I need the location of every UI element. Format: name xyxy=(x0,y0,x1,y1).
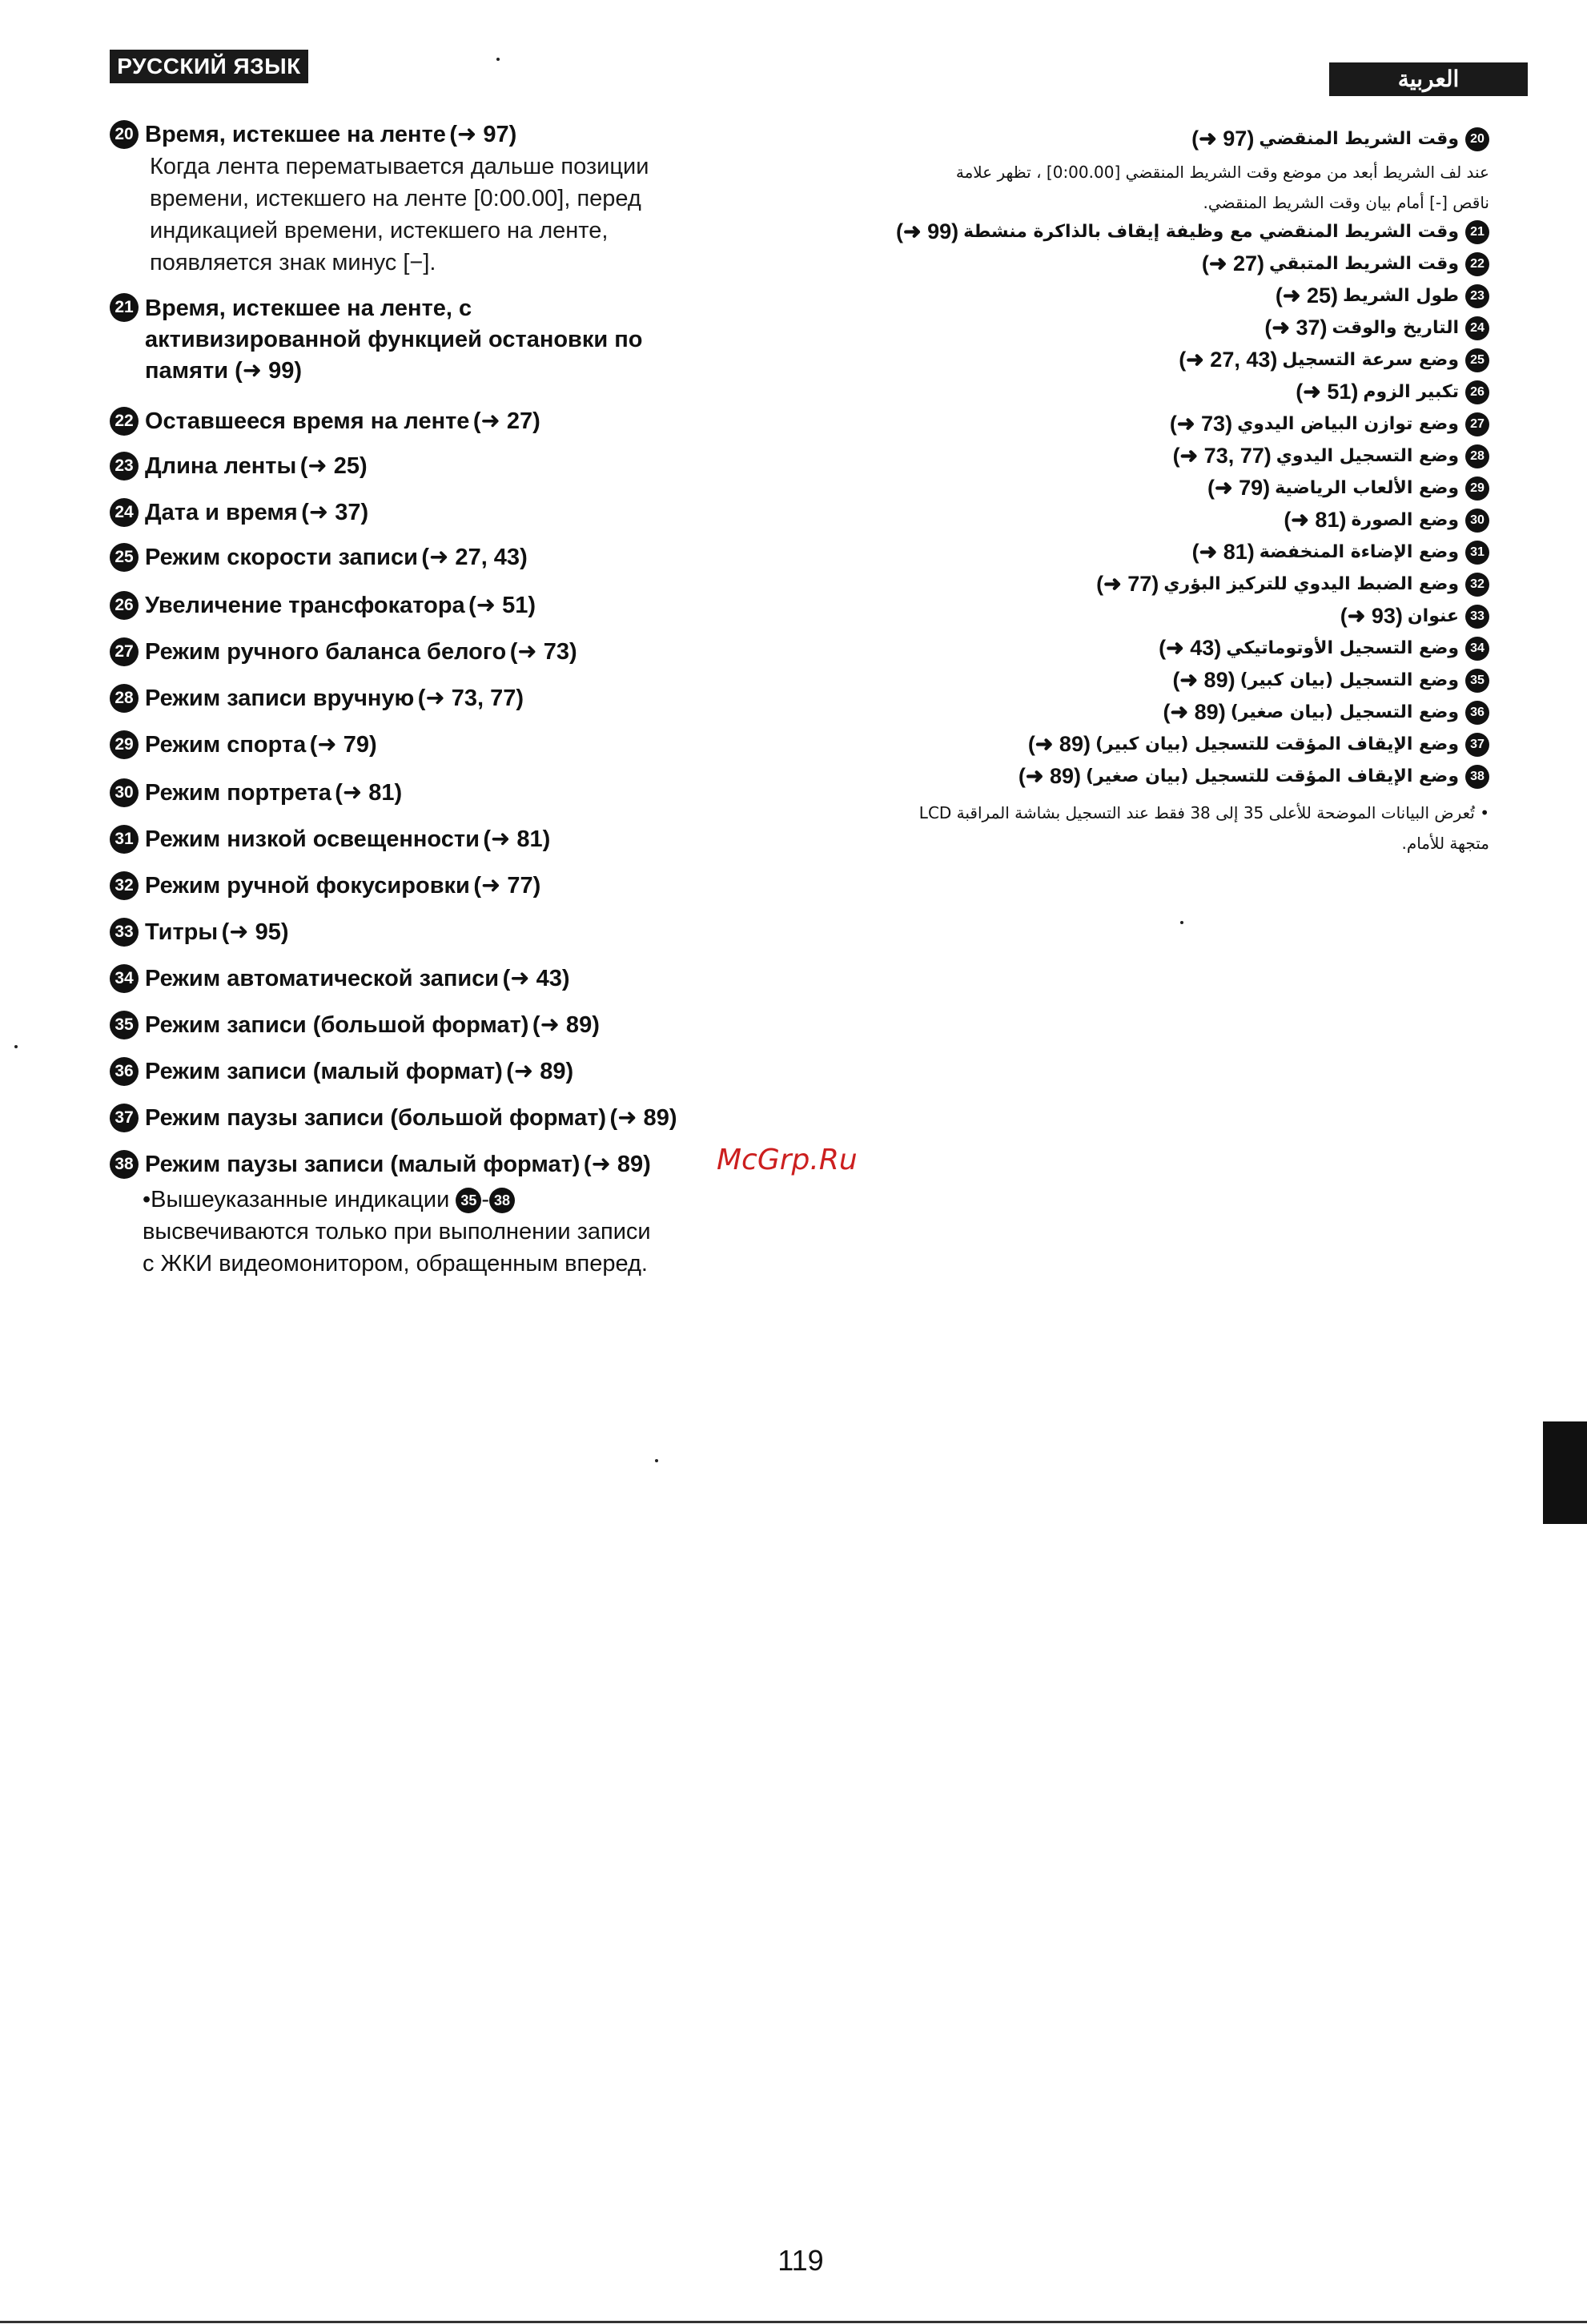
item-number-badge: 36 xyxy=(1465,701,1489,725)
item-ref: (➜ 97) xyxy=(449,122,517,147)
item-number-badge: 24 xyxy=(110,498,139,527)
item-ref: (➜ 37) xyxy=(1264,316,1328,340)
item-ref: (➜ 89) xyxy=(532,1012,600,1038)
ru-item-31 xyxy=(110,825,766,854)
item-number-badge: 38 xyxy=(110,1150,139,1179)
item-number-badge: 31 xyxy=(1465,541,1489,565)
item-number-badge: 31 xyxy=(110,825,139,854)
scan-bottom-edge xyxy=(0,2321,1587,2323)
item-title: Режим автоматической записи xyxy=(145,966,500,991)
item-title: وضع التسجيل اليدوي xyxy=(1276,446,1459,466)
item-title: Длина ленты xyxy=(145,453,297,479)
item-title: وضع الإيقاف المؤقت للتسجيل (بيان صغير) xyxy=(1086,766,1459,786)
item-number-badge: 21 xyxy=(110,293,139,322)
ru-item-20 xyxy=(110,120,766,279)
scan-speck xyxy=(1180,921,1183,924)
item-number-badge: 32 xyxy=(110,871,139,900)
scan-speck xyxy=(14,1045,18,1048)
item-ref: (➜ 27, 43) xyxy=(421,545,528,570)
ar-item-35 xyxy=(1172,668,1489,693)
item-number-badge: 29 xyxy=(110,730,139,759)
item-title: Режим записи (малый формат) xyxy=(145,1059,503,1084)
ru-item-21 xyxy=(110,293,766,387)
ru-item-37 xyxy=(110,1104,766,1132)
item-title: Режим ручного баланса белого xyxy=(145,639,507,665)
item-number-badge: 35 xyxy=(1465,669,1489,693)
item-number-badge: 32 xyxy=(1465,573,1489,597)
item-number-badge: 37 xyxy=(1465,733,1489,757)
item-title: طول الشريط xyxy=(1343,286,1459,306)
item-ref: (➜ 89) xyxy=(583,1152,651,1177)
ar-item-36 xyxy=(1163,700,1489,725)
item-title: وضع الإيقاف المؤقت للتسجيل (بيان كبير) xyxy=(1095,734,1459,754)
item-number-badge: 28 xyxy=(110,684,139,713)
ar-item-38 xyxy=(1018,764,1489,789)
item-title: Режим записи (большой формат) xyxy=(145,1012,529,1038)
item-number-badge: 20 xyxy=(110,120,139,149)
item-ref: (➜ 79) xyxy=(1207,476,1271,500)
item-number-badge: 35 xyxy=(110,1011,139,1039)
item-number-badge: 35 xyxy=(456,1188,481,1213)
note-text: с ЖКИ видеомонитором, обращенным вперед. xyxy=(143,1251,648,1277)
item-title: Оставшееся время на ленте xyxy=(145,408,470,434)
item-title: Титры xyxy=(145,919,219,945)
item-ref: (➜ 51) xyxy=(1296,380,1359,404)
ru-item-38 xyxy=(110,1150,766,1179)
ru-item-28 xyxy=(110,684,766,713)
item-ref: (➜ 73, 77) xyxy=(417,686,524,711)
item-number-badge: 34 xyxy=(110,964,139,993)
ar-note: • تُعرض البيانات الموضحة للأعلى 35 إلى 38 فقط عند التسجيل بشاشة المراقبة LCD متجهة للأمام. xyxy=(918,803,1489,853)
item-ref: (➜ 81) xyxy=(1284,508,1347,532)
item-number-badge: 22 xyxy=(110,407,139,436)
scan-speck xyxy=(655,1459,658,1462)
item-title: وضع الألعاب الرياضية xyxy=(1275,478,1459,498)
item-ref: (➜ 89) xyxy=(1018,764,1082,788)
item-ref: (➜ 97) xyxy=(1191,127,1255,151)
item-title: Режим паузы записи (малый формат) xyxy=(145,1152,581,1177)
item-ref: (➜ 89) xyxy=(506,1059,574,1084)
item-ref: (➜ 43) xyxy=(1159,636,1222,660)
item-ref: (➜ 27, 43) xyxy=(1179,348,1278,372)
ru-item-30 xyxy=(110,778,766,807)
item-title: وضع الضبط اليدوي للتركيز البؤري xyxy=(1163,574,1459,594)
item-ref: (➜ 89) xyxy=(1027,732,1091,756)
item-title: Режим спорта xyxy=(145,732,307,758)
ar-item-22 xyxy=(1202,251,1489,276)
item-number-badge: 22 xyxy=(1465,252,1489,276)
item-title: عنوان xyxy=(1407,606,1459,626)
ru-item-36 xyxy=(110,1057,766,1086)
item-title: تكبير الزوم xyxy=(1363,382,1459,402)
item-number-badge: 28 xyxy=(1465,444,1489,468)
note-text: •Вышеуказанные индикации xyxy=(143,1187,450,1212)
ru-note xyxy=(143,1184,767,1280)
ru-item-24 xyxy=(110,498,766,527)
watermark: McGrp.Ru xyxy=(717,1144,858,1176)
item-ref: (➜ 27) xyxy=(1201,251,1265,275)
note-dash: - xyxy=(481,1187,490,1212)
scan-speck xyxy=(496,58,500,61)
item-number-badge: 20 xyxy=(1465,127,1489,151)
item-ref: (➜ 81) xyxy=(483,826,551,852)
ar-item-34 xyxy=(1159,636,1489,661)
item-number-badge: 23 xyxy=(110,452,139,480)
item-title: Дата и время xyxy=(145,500,298,525)
item-title: Режим паузы записи (большой формат) xyxy=(145,1105,607,1131)
item-number-badge: 29 xyxy=(1465,476,1489,501)
item-ref: (➜ 37) xyxy=(301,500,369,525)
ru-item-26 xyxy=(110,591,766,620)
item-title: Время, истекшее на ленте, с активизированной функцией остановки по памяти (➜ 99) xyxy=(145,296,643,384)
item-ref: (➜ 73) xyxy=(1169,412,1233,436)
item-ref: (➜ 77) xyxy=(473,873,541,899)
item-title: التاريخ والوقت xyxy=(1332,318,1459,338)
ar-item-23 xyxy=(1276,283,1489,308)
ru-item-22 xyxy=(110,407,766,436)
item-number-badge: 25 xyxy=(110,543,139,572)
ar-item-33 xyxy=(1340,604,1489,629)
item-number-badge: 23 xyxy=(1465,284,1489,308)
item-title: وضع الصورة xyxy=(1351,510,1459,530)
item-number-badge: 30 xyxy=(1465,509,1489,533)
item-number-badge: 26 xyxy=(1465,380,1489,404)
item-title: Время, истекшее на ленте xyxy=(145,122,446,147)
page-edge-tab-marker xyxy=(1543,1421,1587,1524)
page-number: 119 xyxy=(777,2244,824,2277)
item-ref: (➜ 73, 77) xyxy=(1172,444,1272,468)
item-title: وضع الإضاءة المنخفضة xyxy=(1259,542,1459,562)
ar-item-30 xyxy=(1284,508,1489,533)
ru-item-23 xyxy=(110,452,766,480)
item-ref: (➜ 79) xyxy=(309,732,377,758)
item-number-badge: 27 xyxy=(1465,412,1489,436)
item-number-badge: 25 xyxy=(1465,348,1489,372)
item-title: وضع سرعة التسجيل xyxy=(1282,350,1459,370)
ar-item-31 xyxy=(1192,540,1489,565)
ar-item-29 xyxy=(1207,476,1489,501)
item-title: وضع توازن البياض اليدوي xyxy=(1237,414,1459,434)
item-ref: (➜ 93) xyxy=(1340,604,1403,628)
ar-item-27 xyxy=(1170,412,1489,436)
item-ref: (➜ 25) xyxy=(299,453,368,479)
item-title: Режим скорости записи xyxy=(145,545,418,570)
note-text: высвечиваются только при выполнении записи xyxy=(143,1219,651,1244)
item-ref: (➜ 89) xyxy=(1163,700,1226,724)
item-title: Режим портрета xyxy=(145,780,331,806)
ar-item-26 xyxy=(1296,380,1489,404)
language-tab-russian: РУССКИЙ ЯЗЫК xyxy=(110,50,308,83)
item-title: وقت الشريط المنقضي xyxy=(1259,129,1459,149)
item-description: Когда лента перематывается дальше позиции времени, истекшего на ленте [0:00.00], перед индикацией времени, истекшего на ленте, появляется знак минус [−]. xyxy=(150,154,649,275)
item-title: وقت الشريط المتبقي xyxy=(1269,254,1459,274)
ru-item-35 xyxy=(110,1011,766,1039)
item-ref: (➜ 27) xyxy=(472,408,540,434)
item-number-badge: 24 xyxy=(1465,316,1489,340)
item-ref: (➜ 25) xyxy=(1275,283,1339,308)
item-number-badge: 33 xyxy=(110,918,139,947)
item-ref: (➜ 99) xyxy=(895,219,959,243)
ar-item-20 xyxy=(1191,127,1489,151)
item-title: وضع التسجيل (بيان كبير) xyxy=(1239,670,1459,690)
item-number-badge: 37 xyxy=(110,1104,139,1132)
item-ref: (➜ 89) xyxy=(1172,668,1235,692)
item-ref: (➜ 43) xyxy=(502,966,570,991)
item-ref: (➜ 81) xyxy=(1191,540,1255,564)
item-number-badge: 38 xyxy=(1465,765,1489,789)
item-title: Режим ручной фокусировки xyxy=(145,873,470,899)
item-number-badge: 27 xyxy=(110,637,139,666)
item-title: Увеличение трансфокатора xyxy=(145,593,465,618)
ar-item-20-description: عند لف الشريط أبعد من موضع وقت الشريط المنقضي [0:00.00] ، تظهر علامة ناقص [-] أمام بيان وقت الشريط المنقضي. xyxy=(955,163,1489,212)
item-number-badge: 34 xyxy=(1465,637,1489,661)
item-title: وضع التسجيل الأوتوماتيكي xyxy=(1226,638,1459,658)
item-ref: (➜ 51) xyxy=(468,593,536,618)
ar-item-28 xyxy=(1173,444,1489,468)
item-number-badge: 36 xyxy=(110,1057,139,1086)
ar-item-32 xyxy=(1096,572,1489,597)
item-ref: (➜ 73) xyxy=(509,639,577,665)
item-number-badge: 26 xyxy=(110,591,139,620)
item-number-badge: 21 xyxy=(1465,220,1489,244)
ru-item-33 xyxy=(110,918,766,947)
item-title: وقت الشريط المنقضي مع وظيفة إيقاف بالذاكرة منشطة xyxy=(963,222,1459,242)
item-ref: (➜ 77) xyxy=(1096,572,1159,596)
item-number-badge: 30 xyxy=(110,778,139,807)
ar-item-24 xyxy=(1264,316,1489,340)
ru-item-27 xyxy=(110,637,766,666)
ru-item-32 xyxy=(110,871,766,900)
item-ref: (➜ 95) xyxy=(221,919,289,945)
ru-item-34 xyxy=(110,964,766,993)
item-title: Режим низкой освещенности xyxy=(145,826,480,852)
item-title: Режим записи вручную xyxy=(145,686,415,711)
item-title: وضع التسجيل (بيان صغير) xyxy=(1230,702,1459,722)
ar-item-37 xyxy=(1028,732,1489,757)
ar-item-21 xyxy=(896,219,1489,244)
item-ref: (➜ 89) xyxy=(609,1105,677,1131)
item-number-badge: 38 xyxy=(489,1188,515,1213)
language-tab-arabic: العربية xyxy=(1329,62,1528,96)
item-ref: (➜ 81) xyxy=(335,780,403,806)
item-number-badge: 33 xyxy=(1465,605,1489,629)
ru-item-29 xyxy=(110,730,766,759)
ar-item-25 xyxy=(1179,348,1489,372)
ru-item-25 xyxy=(110,543,766,572)
